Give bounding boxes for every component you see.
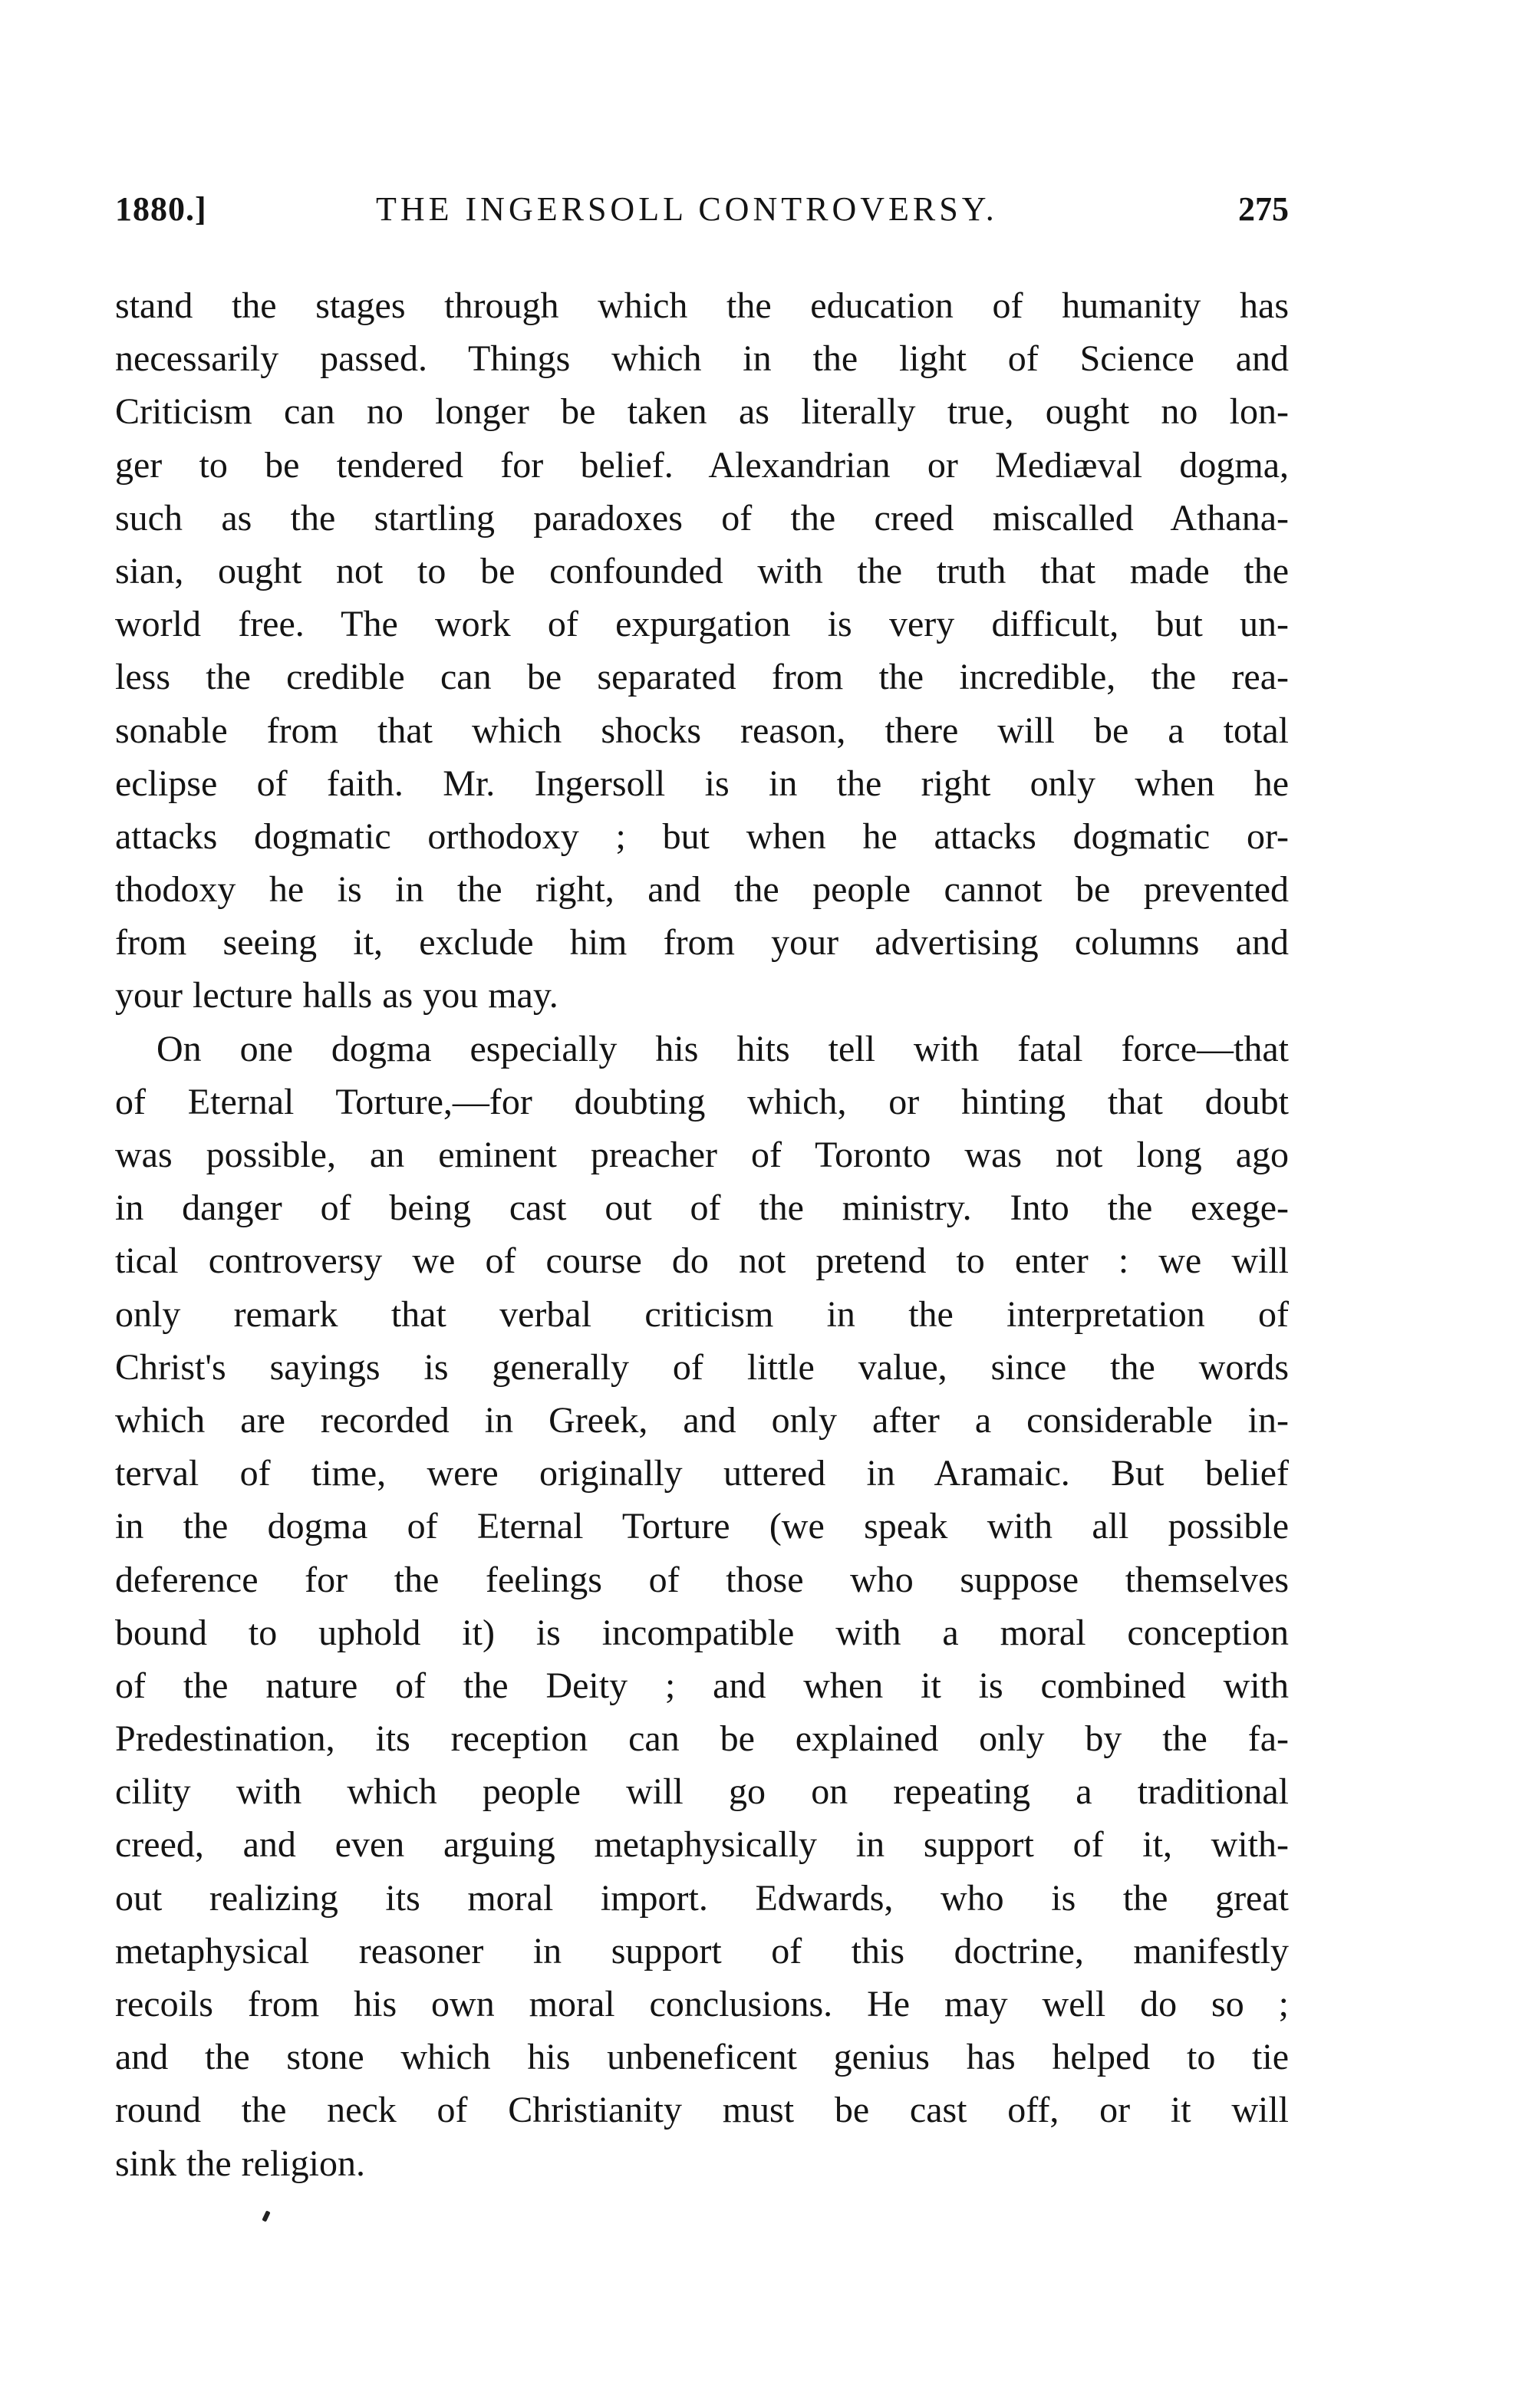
text-line: metaphysical reasoner in support of this doctrine, manifestly	[115, 1930, 1289, 1972]
text-line: thodoxy he is in the right, and the people cannot be prevented	[115, 869, 1289, 911]
text-line: necessarily passed. Things which in the light of Science and	[115, 338, 1289, 380]
text-line: sink the religion.	[115, 2143, 365, 2184]
ink-speck	[262, 2210, 270, 2222]
text-line: Criticism can no longer be taken as literally true, ought no lon-	[115, 391, 1289, 433]
text-line: of Eternal Torture,—for doubting which, or hinting that doubt	[115, 1081, 1289, 1122]
text-line: cility with which people will go on repeating a traditional	[115, 1771, 1289, 1813]
text-line: of the nature of the Deity ; and when it is combined with	[115, 1665, 1289, 1706]
text-line: out realizing its moral import. Edwards, who is the great	[115, 1877, 1289, 1919]
page-number: 275	[1238, 190, 1289, 228]
text-line: from seeing it, exclude him from your advertising columns and	[115, 922, 1289, 964]
paragraph	[115, 1023, 1289, 2190]
running-head	[115, 183, 1289, 236]
text-line: Christ's sayings is generally of little value, since the words	[115, 1346, 1289, 1388]
text-line: stand the stages through which the education of humanity has	[115, 285, 1289, 326]
text-line: creed, and even arguing metaphysically in support of it, with-	[115, 1824, 1289, 1866]
text-line: terval of time, were originally uttered in Aramaic. But belief	[115, 1453, 1289, 1494]
text-line: deference for the feelings of those who suppose themselves	[115, 1559, 1289, 1600]
text-line: in the dogma of Eternal Torture (we speak with all possible	[115, 1506, 1289, 1547]
text-line: eclipse of faith. Mr. Ingersoll is in the right only when he	[115, 763, 1289, 804]
paragraph	[115, 279, 1289, 1023]
text-line: and the stone which his unbeneficent genius has helped to tie	[115, 2037, 1289, 2078]
text-line: attacks dogmatic orthodoxy ; but when he attacks dogmatic or-	[115, 815, 1289, 857]
text-line: in danger of being cast out of the ministry. Into the exege-	[115, 1188, 1289, 1229]
header-year: 1880.]	[115, 190, 207, 228]
text-line: your lecture halls as you may.	[115, 975, 558, 1016]
text-line: only remark that verbal criticism in the interpretation of	[115, 1293, 1289, 1335]
text-line: bound to uphold it) is incompatible with a moral conception	[115, 1612, 1289, 1653]
text-line: tical controversy we of course do not pretend to enter : we will	[115, 1240, 1289, 1282]
text-line: sonable from that which shocks reason, there will be a total	[115, 710, 1289, 751]
body-text	[115, 279, 1289, 2190]
text-line: was possible, an eminent preacher of Toronto was not long ago	[115, 1135, 1289, 1175]
header-title: THE INGERSOLL CONTROVERSY.	[376, 190, 998, 228]
text-line: round the neck of Christianity must be cast off, or it will	[115, 2090, 1289, 2131]
text-line: On one dogma especially his hits tell with fatal force—that	[156, 1028, 1289, 1069]
text-line: such as the startling paradoxes of the creed miscalled Athana-	[115, 497, 1289, 539]
text-line: ger to be tendered for belief. Alexandrian or Mediæval dogma,	[115, 444, 1289, 486]
text-line: Predestination, its reception can be explained only by the fa-	[115, 1718, 1289, 1760]
text-line: which are recorded in Greek, and only after a considerable in-	[115, 1399, 1289, 1441]
text-line: sian, ought not to be confounded with the truth that made the	[115, 550, 1289, 591]
text-line: less the credible can be separated from the incredible, the rea-	[115, 657, 1289, 698]
text-line: world free. The work of expurgation is very difficult, but un-	[115, 604, 1289, 645]
text-line: recoils from his own moral conclusions. He may well do so ;	[115, 1984, 1289, 2024]
